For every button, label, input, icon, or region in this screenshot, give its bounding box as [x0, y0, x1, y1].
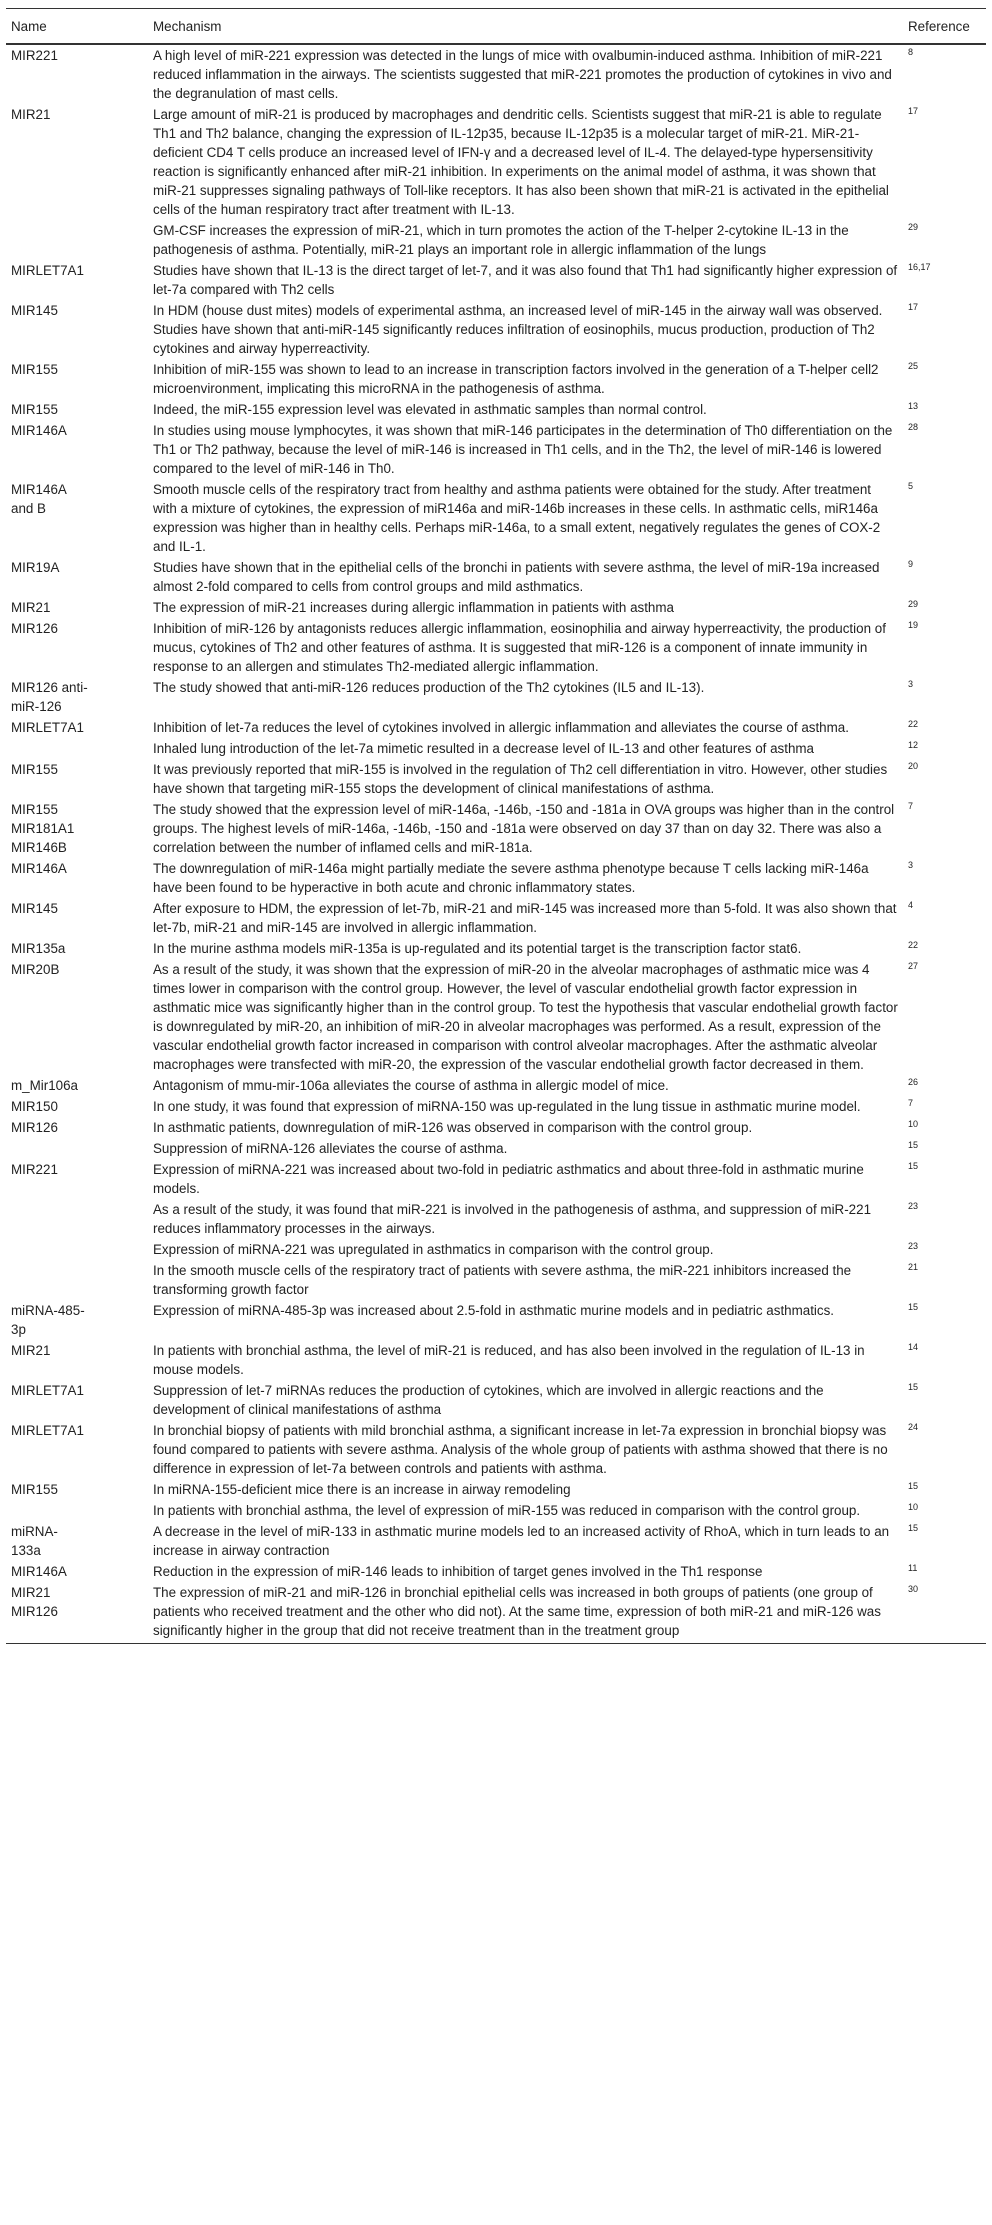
row-reference[interactable]: 23 [908, 1201, 919, 1211]
row-mechanism: Suppression of miRNA-126 alleviates the course of asthma. [153, 1141, 508, 1156]
table-row [6, 618, 986, 677]
row-name: MIR146A [11, 423, 67, 438]
row-name: MIR221 [11, 48, 58, 63]
table-row [6, 420, 986, 479]
row-mechanism: In studies using mouse lymphocytes, it was shown that miR-146 participates in the determination of Th0 differentiation on the Th1 or Th2 pathway, because the level of miR-146 is increased in Th1 cells, and in the Th2, the level of miR-146 is lowered compared to the level of miR-146 in Th0. [153, 423, 893, 476]
row-name: MIR155 [11, 402, 58, 417]
table-row [6, 1096, 986, 1117]
row-name [6, 1239, 148, 1260]
row-reference[interactable]: 12 [908, 740, 919, 750]
table-row [6, 1159, 986, 1199]
row-mechanism: As a result of the study, it was shown that the expression of miR-20 in the alveolar macrophages of asthmatic mice was 4 times lower in comparison with the control group. However, the level of vascular endothelial growth factor expression in asthmatic mice was significantly higher than in the control group. To test the hypothesis that vascular endothelial growth factor is downregulated by miR-20, an inhibition of miR-20 in alveolar macrophages was performed. As a result, expression of the vascular endothelial growth factor increased in comparison with control alveolar macrophages. After the asthmatic alveolar macrophages were transfected with miR-20, the expression of the vascular endothelial growth factor decreased in them. [153, 962, 898, 1072]
row-name: MIR155 [11, 1482, 58, 1497]
row-reference[interactable]: 21 [908, 1262, 919, 1272]
row-reference[interactable]: 29 [908, 599, 919, 609]
row-reference[interactable]: 15 [908, 1481, 919, 1491]
row-mechanism: In asthmatic patients, downregulation of miR-126 was observed in comparison with the control group. [153, 1120, 753, 1135]
row-mechanism: Inhibition of miR-126 by antagonists reduces allergic inflammation, eosinophilia and airway hyperreactivity, the production of mucus, cytokines of Th2 and other features of asthma. It is suggested that miR-126 is a component of innate immunity in response to an allergen and stimulates Th2-mediated allergic inflammation. [153, 621, 886, 674]
row-mechanism: Large amount of miR-21 is produced by macrophages and dendritic cells. Scientists suggest that miR-21 is able to regulate Th1 and Th2 balance, changing the expression of IL-12p35, because IL-12p35 is a molecular target of miR-21. MiR-21-deficient CD4 T cells produce an increased level of IFN-γ and a decreased level of IL-4. The delayed-type hypersensitivity reaction is significantly enhanced after miR-21 inhibition. In experiments on the animal model of asthma, it was shown that miR-21 suppresses signaling pathways of Toll-like receptors. It has also been shown that miR-21 is activated in the epithelial cells of the human respiratory tract after treatment with IL-13. [153, 107, 889, 217]
row-mechanism: The downregulation of miR-146a might partially mediate the severe asthma phenotype because T cells lacking miR-146a have been found to be hyperactive in both acute and chronic inflammatory states. [153, 861, 869, 895]
row-reference[interactable]: 4 [908, 900, 914, 910]
table-row [6, 1500, 986, 1521]
row-mechanism: GM-CSF increases the expression of miR-21, which in turn promotes the action of the T-helper 2-cytokine IL-13 in the pathogenesis of asthma. Potentially, miR-21 plays an important role in allergic inflammation of the lungs [153, 223, 849, 257]
row-mechanism: A decrease in the level of miR-133 in asthmatic murine models led to an increased activity of RhoA, which in turn leads to an increase in airway contraction [153, 1524, 890, 1558]
row-name: MIR21 [11, 107, 51, 122]
table-row [6, 399, 986, 420]
row-reference[interactable]: 14 [908, 1342, 919, 1352]
row-name: MIR146A [11, 861, 67, 876]
row-name: MIR221 [11, 1162, 58, 1177]
table-row [6, 44, 986, 104]
row-mechanism: Expression of miRNA-221 was upregulated in asthmatics in comparison with the control group. [153, 1242, 714, 1257]
row-reference[interactable]: 17 [908, 302, 919, 312]
row-reference[interactable]: 7 [908, 1098, 914, 1108]
row-reference[interactable]: 16,17 [908, 262, 931, 272]
table-row [6, 1479, 986, 1500]
row-name [6, 738, 148, 759]
mirna-mechanism-table [6, 8, 986, 1644]
row-mechanism: In patients with bronchial asthma, the level of miR-21 is reduced, and has also been involved in the regulation of IL-13 in mouse models. [153, 1343, 865, 1377]
row-mechanism: It was previously reported that miR-155 is involved in the regulation of Th2 cell differentiation in vitro. However, other studies have shown that targeting miR-155 stops the development of clinical manifestations of asthma. [153, 762, 888, 796]
table-row [6, 1582, 986, 1644]
table-row [6, 1117, 986, 1138]
row-reference[interactable]: 3 [908, 679, 914, 689]
row-reference[interactable]: 5 [908, 481, 914, 491]
row-reference[interactable]: 30 [903, 1582, 986, 1644]
row-mechanism: Inhibition of let-7a reduces the level of cytokines involved in allergic inflammation and alleviates the course of asthma. [153, 720, 849, 735]
row-mechanism: Expression of miRNA-485-3p was increased about 2.5-fold in asthmatic murine models and in pediatric asthmatics. [153, 1303, 835, 1318]
row-reference[interactable]: 26 [908, 1077, 919, 1087]
row-name: m_Mir106a [11, 1078, 78, 1093]
table-row [6, 300, 986, 359]
row-reference[interactable]: 17 [908, 106, 919, 116]
row-reference[interactable]: 10 [908, 1502, 919, 1512]
row-mechanism: As a result of the study, it was found that miR-221 is involved in the pathogenesis of asthma, and suppression of miR-221 reduces inflammatory processes in the airways. [153, 1202, 872, 1236]
row-reference[interactable]: 22 [908, 719, 919, 729]
row-name: MIR150 [11, 1099, 58, 1114]
row-mechanism: Inhaled lung introduction of the let-7a mimetic resulted in a decrease level of IL-13 and other features of asthma [153, 741, 814, 756]
header-mechanism: Mechanism [148, 9, 903, 45]
table-row [6, 799, 986, 858]
row-mechanism: In the smooth muscle cells of the respiratory tract of patients with severe asthma, the miR-221 inhibitors increased the transforming growth factor [153, 1263, 852, 1297]
row-name: MIR146A and B [11, 482, 67, 516]
row-reference[interactable]: 9 [908, 559, 914, 569]
table-row [6, 359, 986, 399]
table-row [6, 898, 986, 938]
table-body [6, 44, 986, 1644]
table-row [6, 959, 986, 1075]
row-name: MIR20B [11, 962, 60, 977]
row-mechanism: Studies have shown that IL-13 is the direct target of let-7, and it was also found that Th1 had significantly higher expression of let-7a compared with Th2 cells [153, 263, 898, 297]
table-row [6, 858, 986, 898]
table-row [6, 677, 986, 717]
row-name: MIR155 MIR181A1 MIR146B [11, 802, 75, 855]
row-mechanism: Antagonism of mmu-mir-106a alleviates the course of asthma in allergic model of mice. [153, 1078, 669, 1093]
row-reference[interactable]: 7 [908, 801, 914, 811]
row-reference[interactable]: 15 [908, 1382, 919, 1392]
row-name: MIR21 MIR126 [6, 1582, 148, 1644]
row-reference[interactable]: 22 [908, 940, 919, 950]
row-mechanism: Inhibition of miR-155 was shown to lead to an increase in transcription factors involved in the generation of a T-helper cell2 microenvironment, implicating this microRNA in the pathogenesis of asthma. [153, 362, 879, 396]
table-row [6, 1420, 986, 1479]
table-row [6, 1380, 986, 1420]
row-mechanism: In bronchial biopsy of patients with mild bronchial asthma, a significant increase in let-7a expression in bronchial biopsy was found compared to patients with severe asthma. Analysis of the whole group of patients with asthma showed that there is no difference in expression of let-7a between controls and patients with asthma. [153, 1423, 888, 1476]
row-mechanism: After exposure to HDM, the expression of let-7b, miR-21 and miR-145 was increased more than 5-fold. It was also shown that let-7b, miR-21 and miR-145 are involved in allergic inflammation. [153, 901, 897, 935]
row-name [6, 1138, 148, 1159]
row-mechanism: The expression of miR-21 increases during allergic inflammation in patients with asthma [153, 600, 674, 615]
row-mechanism: Indeed, the miR-155 expression level was elevated in asthmatic samples than normal control. [153, 402, 707, 417]
row-name: MIR21 [11, 600, 51, 615]
table-row [6, 738, 986, 759]
row-mechanism: The study showed that anti-miR-126 reduces production of the Th2 cytokines (IL5 and IL-13). [153, 680, 705, 695]
row-mechanism: Reduction in the expression of miR-146 leads to inhibition of target genes involved in the Th1 response [153, 1564, 763, 1579]
row-reference[interactable]: 11 [908, 1563, 918, 1573]
row-reference[interactable]: 27 [908, 961, 919, 971]
table-row [6, 1138, 986, 1159]
table-row [6, 1239, 986, 1260]
row-name: MIR126 [11, 1120, 58, 1135]
table-row [6, 1300, 986, 1340]
row-reference[interactable]: 20 [908, 761, 919, 771]
row-name [6, 1199, 148, 1239]
row-mechanism: Suppression of let-7 miRNAs reduces the production of cytokines, which are involved in allergic reactions and the development of clinical manifestations of asthma [153, 1383, 824, 1417]
row-name [6, 220, 148, 260]
table-row [6, 557, 986, 597]
row-name: MIR21 [11, 1343, 51, 1358]
row-reference[interactable]: 8 [908, 47, 914, 57]
table-row [6, 1199, 986, 1239]
row-mechanism: Studies have shown that in the epithelial cells of the bronchi in patients with severe asthma, the level of miR-19a increased almost 2-fold compared to cells from control groups and mild asthmatics. [153, 560, 880, 594]
row-name: MIRLET7A1 [11, 720, 84, 735]
row-mechanism: In patients with bronchial asthma, the level of expression of miR-155 was reduced in comparison with the control group. [153, 1503, 861, 1518]
table-row [6, 1260, 986, 1300]
table-row [6, 938, 986, 959]
row-reference[interactable]: 15 [908, 1302, 919, 1312]
row-name: MIR126 anti- miR-126 [11, 680, 88, 714]
table-row [6, 1521, 986, 1561]
row-name: MIR155 [11, 362, 58, 377]
table-row [6, 479, 986, 557]
row-reference[interactable]: 15 [908, 1523, 919, 1533]
row-reference[interactable]: 23 [908, 1241, 919, 1251]
row-name: MIR146A [11, 1564, 67, 1579]
row-reference[interactable]: 15 [908, 1140, 919, 1150]
row-name: miRNA-485- 3p [11, 1303, 85, 1337]
row-name: MIR155 [11, 762, 58, 777]
row-name: MIRLET7A1 [11, 263, 84, 278]
row-reference[interactable]: 28 [908, 422, 919, 432]
row-reference[interactable]: 25 [908, 361, 919, 371]
table-row [6, 759, 986, 799]
row-mechanism: A high level of miR-221 expression was detected in the lungs of mice with ovalbumin-induced asthma. Inhibition of miR-221 reduced inflammation in the airways. The scientists suggested that miR-221 promotes the production of cytokines in vivo and the degranulation of mast cells. [153, 48, 892, 101]
table-row [6, 220, 986, 260]
header-row [6, 9, 986, 45]
table-row [6, 1075, 986, 1096]
row-reference[interactable]: 24 [908, 1422, 919, 1432]
row-name [6, 1260, 148, 1300]
row-reference[interactable]: 13 [908, 401, 919, 411]
table-row [6, 597, 986, 618]
row-name: MIRLET7A1 [11, 1423, 84, 1438]
row-name [6, 1500, 148, 1521]
row-mechanism: Expression of miRNA-221 was increased about two-fold in pediatric asthmatics and about three-fold in asthmatic murine models. [153, 1162, 864, 1196]
row-mechanism: The study showed that the expression level of miR-146a, -146b, -150 and -181a in OVA groups was higher than in the control groups. The highest levels of miR-146a, -146b, -150 and -181a were observed on day 37 than on day 32. There was also a correlation between the number of inflamed cells and miR-181a. [153, 802, 895, 855]
row-name: MIR19A [11, 560, 60, 575]
table-row [6, 1340, 986, 1380]
row-reference[interactable]: 3 [908, 860, 914, 870]
table-row [6, 260, 986, 300]
row-mechanism: In the murine asthma models miR-135a is up-regulated and its potential target is the transcription factor stat6. [153, 941, 802, 956]
row-name: MIR126 [11, 621, 58, 636]
row-mechanism: The expression of miR-21 and miR-126 in bronchial epithelial cells was increased in both groups of patients (one group of patients who received treatment and the other who did not). At the same time, expression of both miR-21 and miR-126 was significantly higher in the group that did not receive treatment than in the treatment group [148, 1582, 903, 1644]
row-mechanism: In miRNA-155-deficient mice there is an increase in airway remodeling [153, 1482, 571, 1497]
row-name: miRNA- 133a [11, 1524, 58, 1558]
header-reference: Reference [903, 9, 986, 45]
row-mechanism: In one study, it was found that expression of miRNA-150 was up-regulated in the lung tissue in asthmatic murine model. [153, 1099, 861, 1114]
row-reference[interactable]: 19 [908, 620, 919, 630]
row-mechanism: In HDM (house dust mites) models of experimental asthma, an increased level of miR-145 in the airway wall was observed. Studies have shown that anti-miR-145 significantly reduces infiltration of eosinophils, mucus production, production of Th2 cytokines and airway hyperreactivity. [153, 303, 883, 356]
table-row [6, 1561, 986, 1582]
row-name: MIR145 [11, 303, 58, 318]
row-reference[interactable]: 29 [908, 222, 919, 232]
header-name: Name [6, 9, 148, 45]
row-reference[interactable]: 10 [908, 1119, 919, 1129]
table-row [6, 104, 986, 220]
row-mechanism: Smooth muscle cells of the respiratory tract from healthy and asthma patients were obtained for the study. After treatment with a mixture of cytokines, the expression of miR146a and miR-146b increases in these cells. In asthmatic cells, miR146a expression was higher than in healthy cells. Perhaps miR-146a, to a small extent, negatively regulates the genes of COX-2 and IL-1. [153, 482, 881, 554]
table-row [6, 717, 986, 738]
row-name: MIR135a [11, 941, 66, 956]
row-name: MIRLET7A1 [11, 1383, 84, 1398]
row-reference[interactable]: 15 [908, 1161, 919, 1171]
row-name: MIR145 [11, 901, 58, 916]
